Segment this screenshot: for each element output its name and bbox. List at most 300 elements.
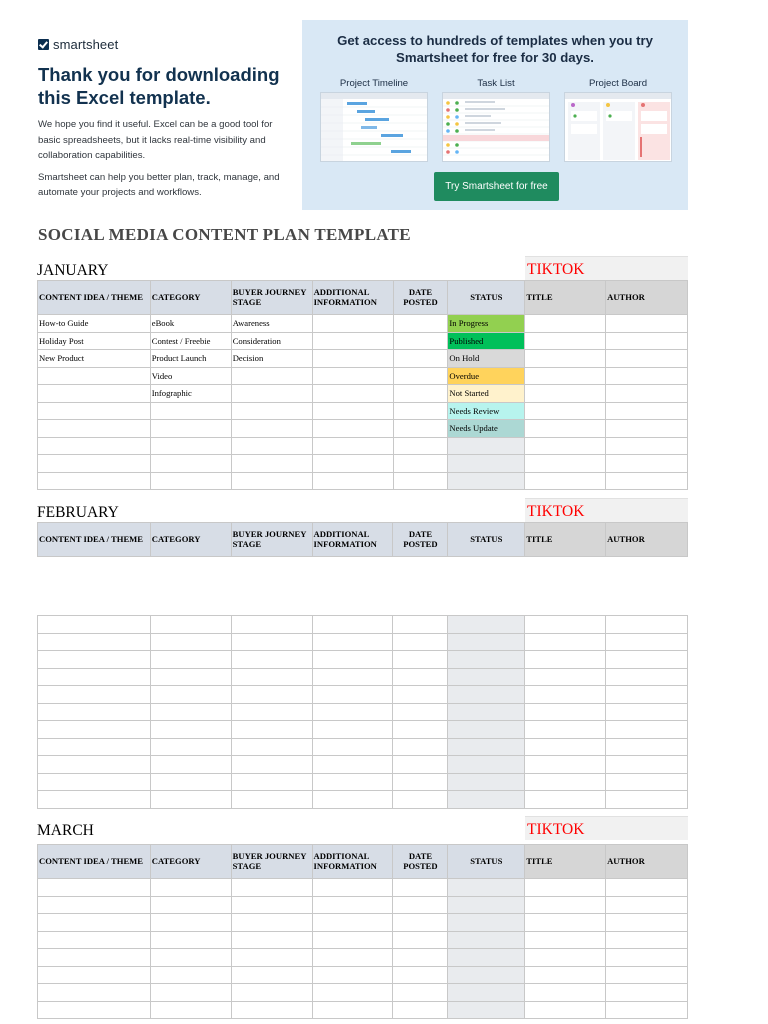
cell-content-idea[interactable]: [38, 420, 151, 438]
cell-author[interactable]: [606, 402, 688, 420]
cell-category[interactable]: [150, 402, 231, 420]
cell-status[interactable]: [448, 738, 525, 756]
cell-content-idea[interactable]: [38, 896, 151, 914]
cell-content-idea[interactable]: [38, 879, 151, 897]
cell-date-posted[interactable]: [393, 668, 448, 686]
cell-date-posted[interactable]: [393, 1001, 448, 1019]
template-thumbnails: [320, 78, 672, 162]
header-category[interactable]: CATEGORY: [150, 523, 231, 557]
cell-category[interactable]: [150, 668, 231, 686]
table-row: [38, 896, 688, 914]
cell-status[interactable]: [448, 472, 525, 490]
cell-additional-info[interactable]: [312, 931, 393, 949]
cell-buyer-stage[interactable]: [231, 984, 312, 1002]
cell-date-posted[interactable]: [393, 721, 448, 739]
cell-author[interactable]: [606, 633, 688, 651]
cell-date-posted[interactable]: [393, 651, 448, 669]
cell-status[interactable]: [448, 651, 525, 669]
cell-author[interactable]: [606, 651, 688, 669]
cell-title[interactable]: [525, 385, 606, 403]
thumb-label: Task List: [477, 78, 515, 89]
cell-title[interactable]: [525, 773, 606, 791]
table-row: [38, 420, 688, 438]
cell-author[interactable]: [606, 896, 688, 914]
header-row: [38, 845, 688, 879]
cell-additional-info[interactable]: [312, 367, 393, 385]
cell-buyer-stage[interactable]: [231, 402, 312, 420]
cell-status[interactable]: On Hold: [448, 350, 525, 368]
cell-date-posted[interactable]: [393, 896, 448, 914]
cell-buyer-stage[interactable]: [231, 966, 312, 984]
header-buyer-journey-stage[interactable]: BUYER JOURNEY STAGE: [231, 281, 312, 315]
cell-author[interactable]: [606, 756, 688, 774]
cell-buyer-stage[interactable]: [231, 668, 312, 686]
header-title[interactable]: TITLE: [525, 523, 606, 557]
cell-buyer-stage[interactable]: Awareness: [231, 315, 312, 333]
table-row: [38, 455, 688, 473]
cell-content-idea[interactable]: [38, 703, 151, 721]
cell-date-posted[interactable]: [393, 385, 448, 403]
cell-date-posted[interactable]: [393, 437, 448, 455]
cell-date-posted[interactable]: [393, 773, 448, 791]
cell-date-posted[interactable]: [393, 332, 448, 350]
cell-category[interactable]: [150, 896, 231, 914]
cell-content-idea[interactable]: [38, 791, 151, 809]
header-buyer-journey-stage[interactable]: BUYER JOURNEY STAGE: [231, 523, 312, 557]
cell-additional-info[interactable]: [312, 686, 393, 704]
cell-status[interactable]: [448, 914, 525, 932]
smartsheet-logo-icon: [38, 39, 49, 50]
cell-author[interactable]: [606, 455, 688, 473]
cell-content-idea[interactable]: [38, 367, 151, 385]
cell-additional-info[interactable]: [312, 703, 393, 721]
cell-content-idea[interactable]: [38, 984, 151, 1002]
cell-buyer-stage[interactable]: Decision: [231, 350, 312, 368]
cell-buyer-stage[interactable]: [231, 437, 312, 455]
cell-content-idea[interactable]: [38, 651, 151, 669]
cell-additional-info[interactable]: [312, 773, 393, 791]
cell-buyer-stage[interactable]: [231, 703, 312, 721]
cell-buyer-stage[interactable]: [231, 633, 312, 651]
cell-additional-info[interactable]: [312, 791, 393, 809]
table-row: [38, 332, 688, 350]
cell-title[interactable]: [525, 437, 606, 455]
cell-date-posted[interactable]: [393, 472, 448, 490]
cell-title[interactable]: [525, 616, 606, 634]
cell-content-idea[interactable]: [38, 437, 151, 455]
cell-buyer-stage[interactable]: [231, 385, 312, 403]
cell-content-idea[interactable]: [38, 931, 151, 949]
cell-author[interactable]: [606, 686, 688, 704]
header-title[interactable]: TITLE: [525, 845, 606, 879]
cell-author[interactable]: [606, 472, 688, 490]
cell-status[interactable]: [448, 616, 525, 634]
header-status[interactable]: STATUS: [448, 523, 525, 557]
table-row: [38, 633, 688, 651]
cell-content-idea[interactable]: [38, 773, 151, 791]
cell-additional-info[interactable]: [312, 633, 393, 651]
cell-date-posted[interactable]: [393, 914, 448, 932]
cell-author[interactable]: [606, 1001, 688, 1019]
table-row: [38, 1001, 688, 1019]
cell-status[interactable]: [448, 721, 525, 739]
spacer-row: [38, 557, 688, 616]
cell-buyer-stage[interactable]: [231, 773, 312, 791]
cell-additional-info[interactable]: [312, 879, 393, 897]
cell-author[interactable]: [606, 703, 688, 721]
cell-status[interactable]: Not Started: [448, 385, 525, 403]
cell-category[interactable]: [150, 437, 231, 455]
task-list-preview: [442, 92, 550, 162]
table-row: [38, 984, 688, 1002]
header-author[interactable]: AUTHOR: [606, 845, 688, 879]
cell-author[interactable]: [606, 879, 688, 897]
cell-status[interactable]: [448, 455, 525, 473]
header-additional-information[interactable]: ADDITIONAL INFORMATION: [312, 845, 393, 879]
cell-buyer-stage[interactable]: [231, 1001, 312, 1019]
cell-status[interactable]: [448, 931, 525, 949]
cell-content-idea[interactable]: [38, 1001, 151, 1019]
cell-category[interactable]: [150, 773, 231, 791]
header-status[interactable]: STATUS: [448, 281, 525, 315]
cell-buyer-stage[interactable]: [231, 756, 312, 774]
cell-category[interactable]: [150, 721, 231, 739]
header-author[interactable]: AUTHOR: [606, 281, 688, 315]
table-row: [38, 703, 688, 721]
cell-author[interactable]: [606, 791, 688, 809]
cell-status[interactable]: [448, 949, 525, 967]
cell-category[interactable]: [150, 914, 231, 932]
header-author[interactable]: AUTHOR: [606, 523, 688, 557]
cell-content-idea[interactable]: [38, 966, 151, 984]
cell-title[interactable]: [525, 315, 606, 333]
cell-title[interactable]: [525, 879, 606, 897]
cell-title[interactable]: [525, 668, 606, 686]
cell-category[interactable]: [150, 472, 231, 490]
cell-category[interactable]: [150, 703, 231, 721]
cell-buyer-stage[interactable]: [231, 455, 312, 473]
cell-additional-info[interactable]: [312, 616, 393, 634]
table-row: [38, 721, 688, 739]
cell-author[interactable]: [606, 966, 688, 984]
cell-category[interactable]: [150, 455, 231, 473]
cell-content-idea[interactable]: [38, 949, 151, 967]
cell-author[interactable]: [606, 773, 688, 791]
cell-category[interactable]: [150, 686, 231, 704]
table-row: [38, 315, 688, 333]
cell-author[interactable]: [606, 721, 688, 739]
cell-author[interactable]: [606, 668, 688, 686]
cell-author[interactable]: [606, 367, 688, 385]
cell-additional-info[interactable]: [312, 315, 393, 333]
cell-title[interactable]: [525, 949, 606, 967]
cell-author[interactable]: [606, 437, 688, 455]
table-row: [38, 651, 688, 669]
cell-additional-info[interactable]: [312, 1001, 393, 1019]
cell-buyer-stage[interactable]: [231, 651, 312, 669]
cell-title[interactable]: [525, 686, 606, 704]
cell-additional-info[interactable]: [312, 949, 393, 967]
cell-author[interactable]: [606, 738, 688, 756]
cell-content-idea[interactable]: [38, 616, 151, 634]
cell-title[interactable]: [525, 1001, 606, 1019]
cell-content-idea[interactable]: Holiday Post: [38, 332, 151, 350]
cell-date-posted[interactable]: [393, 931, 448, 949]
smartsheet-logo[interactable]: [38, 34, 294, 54]
cell-buyer-stage[interactable]: [231, 914, 312, 932]
table-row: [38, 668, 688, 686]
cell-status[interactable]: Published: [448, 332, 525, 350]
cell-additional-info[interactable]: [312, 385, 393, 403]
cell-author[interactable]: [606, 914, 688, 932]
cell-status[interactable]: In Progress: [448, 315, 525, 333]
cell-title[interactable]: [525, 738, 606, 756]
table-row: [38, 879, 688, 897]
cell-category[interactable]: [150, 1001, 231, 1019]
cell-category[interactable]: Product Launch: [150, 350, 231, 368]
cell-category[interactable]: [150, 633, 231, 651]
cell-status[interactable]: Overdue: [448, 367, 525, 385]
thumb-label: Project Board: [588, 78, 648, 89]
cell-title[interactable]: [525, 651, 606, 669]
cell-title[interactable]: [525, 756, 606, 774]
cell-title[interactable]: [525, 914, 606, 932]
cell-status[interactable]: Needs Update: [448, 420, 525, 438]
cell-date-posted[interactable]: [393, 984, 448, 1002]
cell-content-idea[interactable]: New Product: [38, 350, 151, 368]
header-category[interactable]: CATEGORY: [150, 845, 231, 879]
cell-title[interactable]: [525, 402, 606, 420]
cell-date-posted[interactable]: [393, 966, 448, 984]
cell-date-posted[interactable]: [393, 616, 448, 634]
cell-additional-info[interactable]: [312, 350, 393, 368]
cell-content-idea[interactable]: [38, 686, 151, 704]
cell-additional-info[interactable]: [312, 914, 393, 932]
cell-category[interactable]: Contest / Freebie: [150, 332, 231, 350]
cell-status[interactable]: [448, 703, 525, 721]
cell-author[interactable]: [606, 385, 688, 403]
cell-author[interactable]: [606, 984, 688, 1002]
cell-status[interactable]: [448, 756, 525, 774]
cell-author[interactable]: [606, 332, 688, 350]
cell-content-idea[interactable]: [38, 721, 151, 739]
cell-status[interactable]: [448, 633, 525, 651]
cell-additional-info[interactable]: [312, 472, 393, 490]
cell-title[interactable]: [525, 966, 606, 984]
cell-date-posted[interactable]: [393, 455, 448, 473]
cell-buyer-stage[interactable]: [231, 721, 312, 739]
cell-title[interactable]: [525, 350, 606, 368]
thumb-project-timeline: [320, 78, 428, 162]
cell-date-posted[interactable]: [393, 420, 448, 438]
cell-content-idea[interactable]: [38, 668, 151, 686]
header-content-idea[interactable]: CONTENT IDEA / THEME: [38, 523, 151, 557]
tiktok-label: TIKTOK: [525, 816, 688, 840]
header-additional-information[interactable]: ADDITIONAL INFORMATION: [312, 523, 393, 557]
cell-category[interactable]: [150, 879, 231, 897]
cell-buyer-stage[interactable]: [231, 896, 312, 914]
cell-date-posted[interactable]: [393, 949, 448, 967]
cell-additional-info[interactable]: [312, 738, 393, 756]
header-buyer-journey-stage[interactable]: BUYER JOURNEY STAGE: [231, 845, 312, 879]
thumb-task-list: [442, 78, 550, 162]
header-status[interactable]: STATUS: [448, 845, 525, 879]
cell-content-idea[interactable]: [38, 385, 151, 403]
cell-category[interactable]: [150, 756, 231, 774]
cell-additional-info[interactable]: [312, 651, 393, 669]
cell-date-posted[interactable]: [393, 402, 448, 420]
cell-date-posted[interactable]: [393, 791, 448, 809]
logo-text: smartsheet: [53, 36, 119, 52]
cell-status[interactable]: [448, 896, 525, 914]
header-date-posted[interactable]: DATE POSTED: [393, 845, 448, 879]
cell-content-idea[interactable]: [38, 472, 151, 490]
cell-title[interactable]: [525, 721, 606, 739]
cell-author[interactable]: [606, 931, 688, 949]
cell-date-posted[interactable]: [393, 756, 448, 774]
cell-category[interactable]: [150, 984, 231, 1002]
cell-title[interactable]: [525, 367, 606, 385]
cell-buyer-stage[interactable]: Consideration: [231, 332, 312, 350]
header-category[interactable]: CATEGORY: [150, 281, 231, 315]
promo-title: Thank you for downloading this Excel template.: [38, 64, 280, 108]
project-board-preview: [564, 92, 672, 162]
cell-additional-info[interactable]: [312, 455, 393, 473]
try-smartsheet-button[interactable]: Try Smartsheet for free: [434, 172, 559, 201]
cell-status[interactable]: [448, 984, 525, 1002]
cell-title[interactable]: [525, 472, 606, 490]
cell-status[interactable]: [448, 879, 525, 897]
header-title[interactable]: TITLE: [525, 281, 606, 315]
cell-buyer-stage[interactable]: [231, 791, 312, 809]
cell-category[interactable]: [150, 651, 231, 669]
header-additional-information[interactable]: ADDITIONAL INFORMATION: [312, 281, 393, 315]
cell-author[interactable]: [606, 350, 688, 368]
cell-date-posted[interactable]: [393, 633, 448, 651]
table-row: [38, 738, 688, 756]
cell-buyer-stage[interactable]: [231, 472, 312, 490]
cell-date-posted[interactable]: [393, 738, 448, 756]
month-name: MARCH: [37, 822, 94, 839]
cell-status[interactable]: [448, 773, 525, 791]
cell-content-idea[interactable]: [38, 756, 151, 774]
cell-additional-info[interactable]: [312, 420, 393, 438]
cell-category[interactable]: Video: [150, 367, 231, 385]
table-row: [38, 402, 688, 420]
cell-additional-info[interactable]: [312, 756, 393, 774]
cell-title[interactable]: [525, 420, 606, 438]
cell-buyer-stage[interactable]: [231, 931, 312, 949]
cell-status[interactable]: [448, 686, 525, 704]
cell-author[interactable]: [606, 949, 688, 967]
cell-additional-info[interactable]: [312, 966, 393, 984]
cell-category[interactable]: [150, 738, 231, 756]
table-row: [38, 385, 688, 403]
table-row: [38, 966, 688, 984]
cell-additional-info[interactable]: [312, 721, 393, 739]
cell-title[interactable]: [525, 896, 606, 914]
cell-buyer-stage[interactable]: [231, 367, 312, 385]
cell-date-posted[interactable]: [393, 686, 448, 704]
cell-title[interactable]: [525, 703, 606, 721]
tiktok-label: TIKTOK: [525, 498, 688, 522]
cell-category[interactable]: [150, 420, 231, 438]
cell-additional-info[interactable]: [312, 332, 393, 350]
cell-content-idea[interactable]: [38, 914, 151, 932]
cell-title[interactable]: [525, 791, 606, 809]
promo-headline: Get access to hundreds of templates when you try Smartsheet for free for 30 days.: [337, 33, 653, 65]
cell-buyer-stage[interactable]: [231, 949, 312, 967]
cell-author[interactable]: [606, 420, 688, 438]
cell-category[interactable]: [150, 949, 231, 967]
cell-title[interactable]: [525, 931, 606, 949]
promo-banner[interactable]: [302, 20, 688, 210]
cell-author[interactable]: [606, 315, 688, 333]
cell-status[interactable]: [448, 966, 525, 984]
header-content-idea[interactable]: CONTENT IDEA / THEME: [38, 281, 151, 315]
cell-category[interactable]: Infographic: [150, 385, 231, 403]
cell-additional-info[interactable]: [312, 437, 393, 455]
table-row: [38, 437, 688, 455]
table-row: [38, 686, 688, 704]
cell-content-idea[interactable]: [38, 402, 151, 420]
cell-buyer-stage[interactable]: [231, 738, 312, 756]
cell-category[interactable]: [150, 616, 231, 634]
cell-status[interactable]: Needs Review: [448, 402, 525, 420]
cell-date-posted[interactable]: [393, 879, 448, 897]
cell-content-idea[interactable]: [38, 738, 151, 756]
cell-status[interactable]: [448, 791, 525, 809]
header-content-idea[interactable]: CONTENT IDEA / THEME: [38, 845, 151, 879]
cell-category[interactable]: [150, 966, 231, 984]
cell-author[interactable]: [606, 616, 688, 634]
cell-buyer-stage[interactable]: [231, 686, 312, 704]
thumb-label: Project Timeline: [339, 78, 409, 89]
cell-status[interactable]: [448, 1001, 525, 1019]
cell-content-idea[interactable]: [38, 633, 151, 651]
cell-date-posted[interactable]: [393, 367, 448, 385]
cell-buyer-stage[interactable]: [231, 420, 312, 438]
content-plan-table: [37, 280, 688, 490]
cell-additional-info[interactable]: [312, 896, 393, 914]
cell-content-idea[interactable]: How-to Guide: [38, 315, 151, 333]
cell-status[interactable]: [448, 668, 525, 686]
cell-title[interactable]: [525, 633, 606, 651]
cell-buyer-stage[interactable]: [231, 616, 312, 634]
cell-date-posted[interactable]: [393, 315, 448, 333]
header-date-posted[interactable]: DATE POSTED: [393, 523, 448, 557]
cell-category[interactable]: [150, 931, 231, 949]
cell-content-idea[interactable]: [38, 455, 151, 473]
document-title: SOCIAL MEDIA CONTENT PLAN TEMPLATE: [38, 225, 411, 244]
cell-title[interactable]: [525, 984, 606, 1002]
cell-additional-info[interactable]: [312, 668, 393, 686]
header-date-posted[interactable]: DATE POSTED: [393, 281, 448, 315]
cell-date-posted[interactable]: [393, 350, 448, 368]
content-plan-table: [37, 844, 688, 1019]
cell-buyer-stage[interactable]: [231, 879, 312, 897]
cell-category[interactable]: [150, 791, 231, 809]
cell-title[interactable]: [525, 332, 606, 350]
table-row: [38, 756, 688, 774]
cell-date-posted[interactable]: [393, 703, 448, 721]
cell-category[interactable]: eBook: [150, 315, 231, 333]
cell-status[interactable]: [448, 437, 525, 455]
cell-additional-info[interactable]: [312, 402, 393, 420]
cell-title[interactable]: [525, 455, 606, 473]
thumb-project-board: [564, 78, 672, 162]
cell-additional-info[interactable]: [312, 984, 393, 1002]
